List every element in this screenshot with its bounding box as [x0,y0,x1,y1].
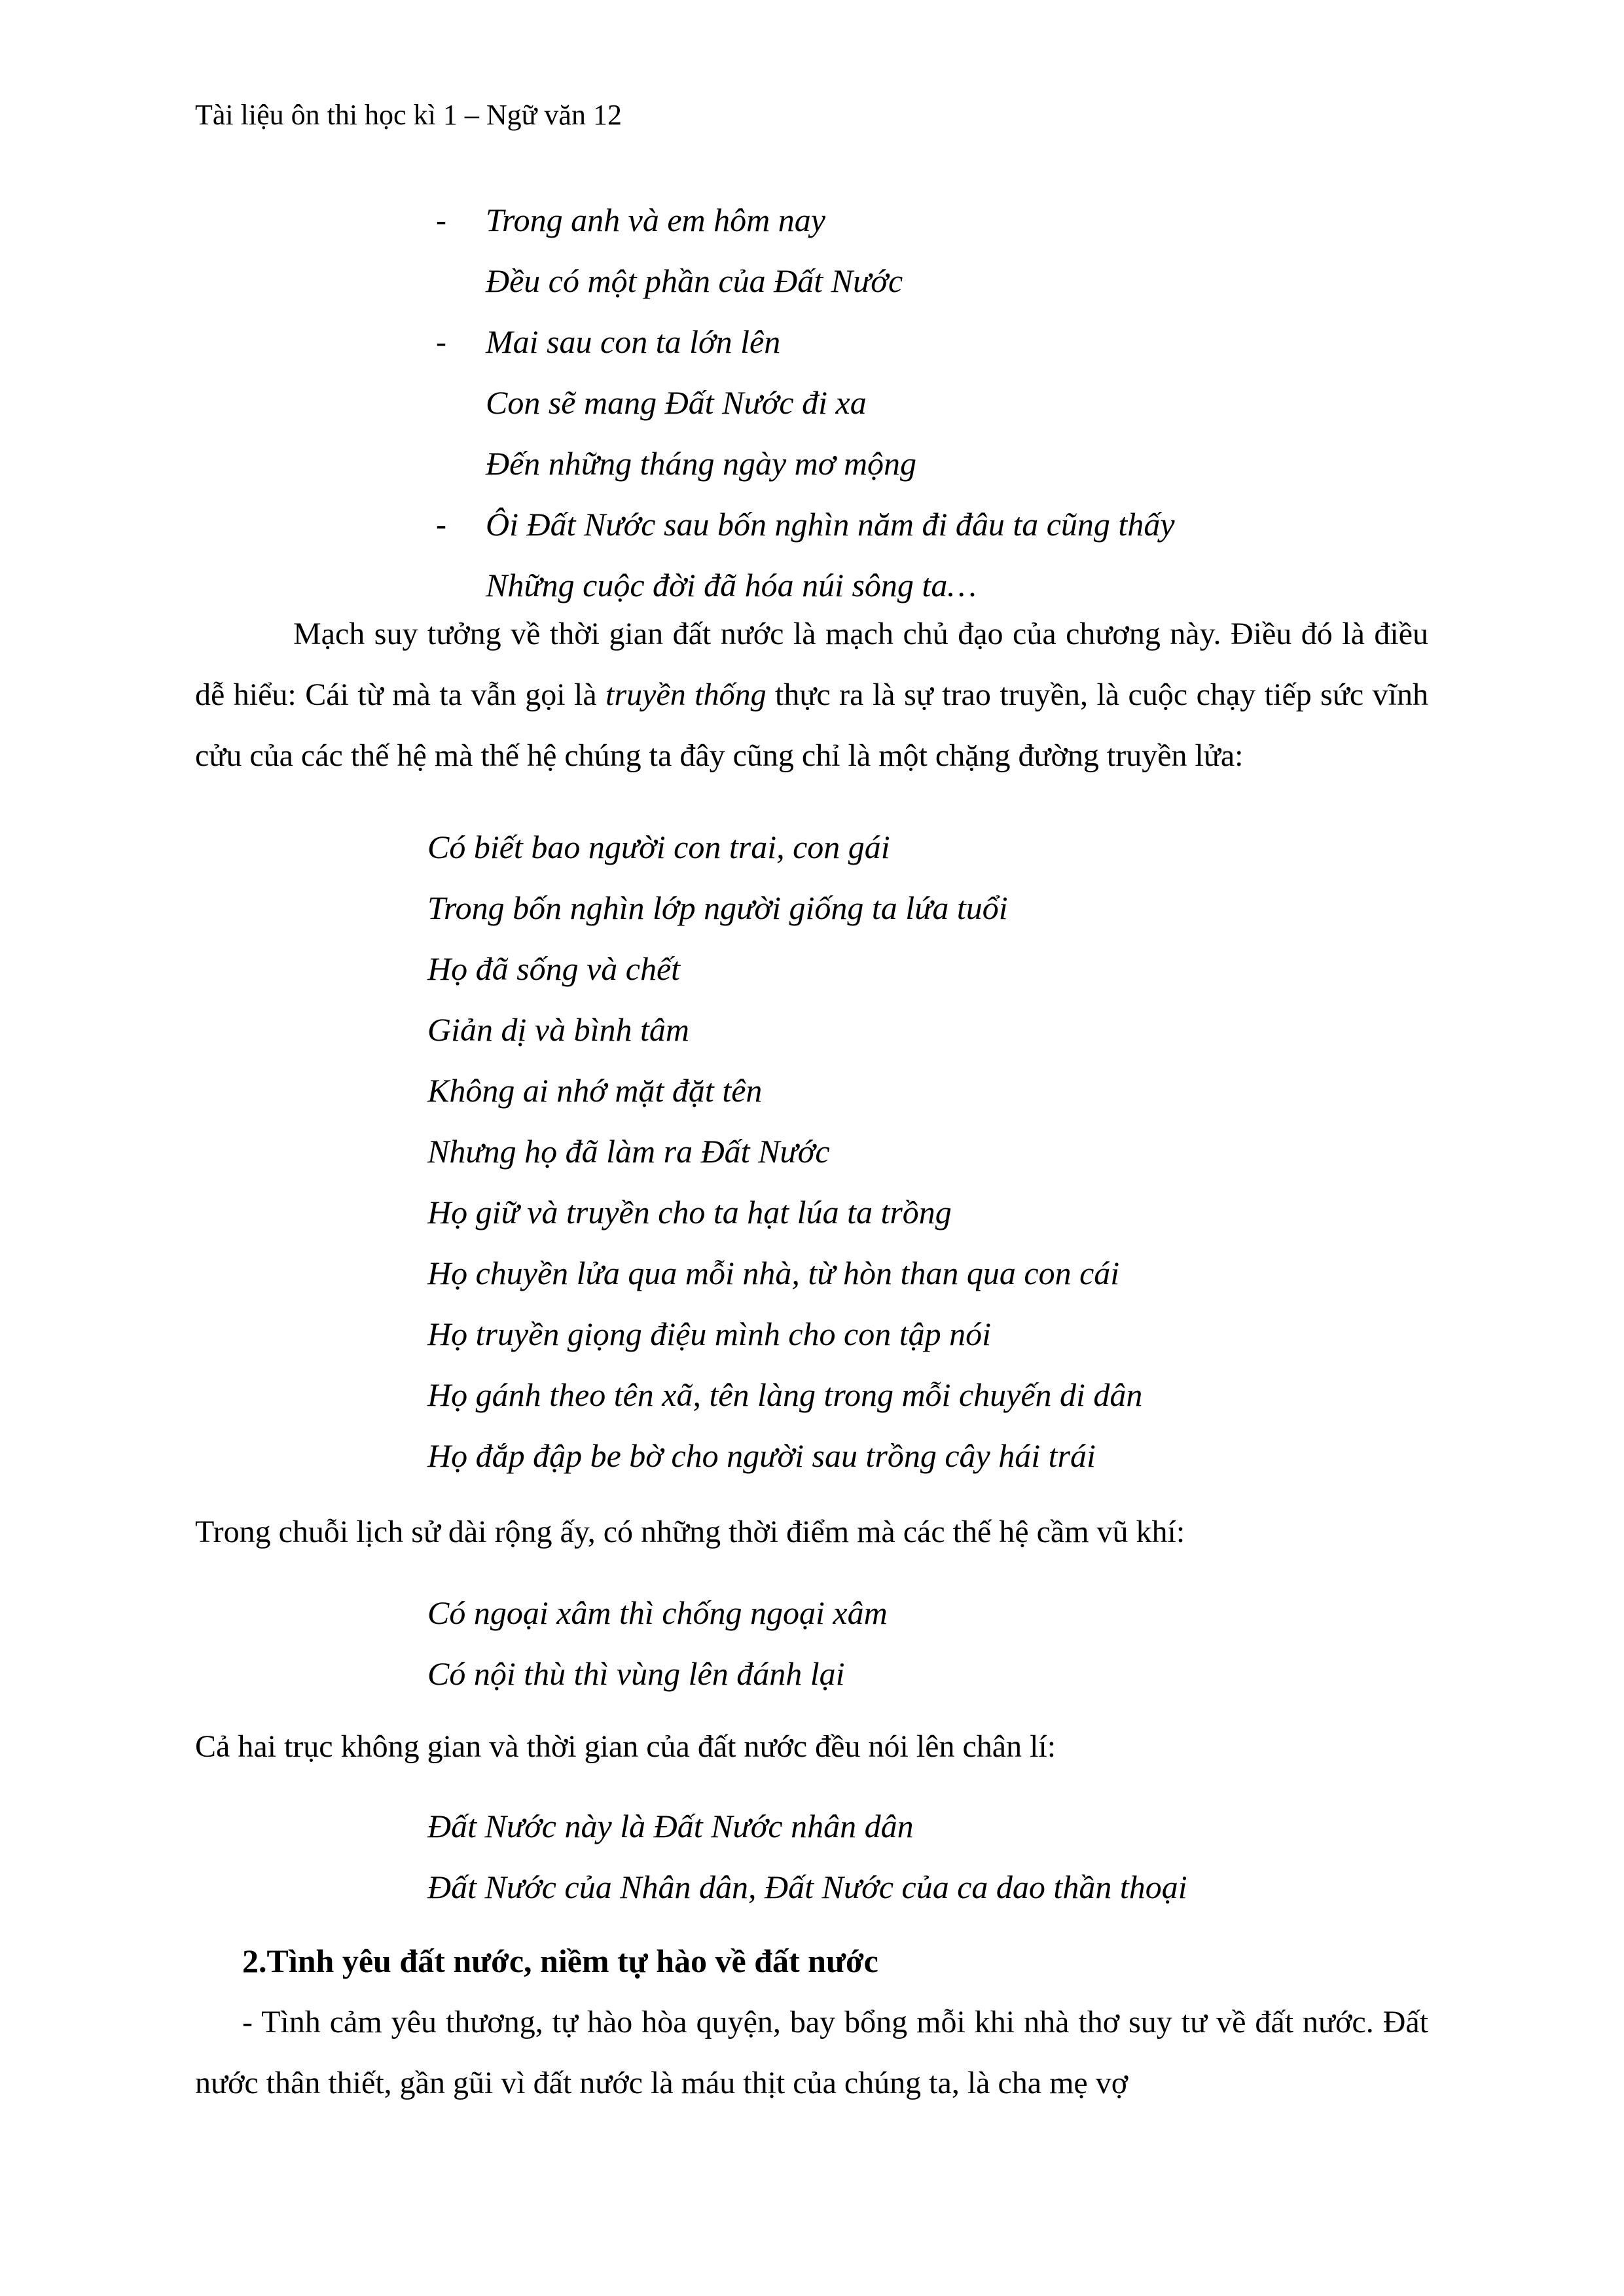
poem-line: Đất Nước này là Đất Nước nhân dân [427,1808,914,1844]
poem-stanza-2 [427,817,1142,1486]
paragraph-text: thực ra là sự trao truyền, là cuộc chạy tiếp sức vĩnh cửu của các thế hệ mà thế hệ chúng ta đây cũng chỉ là một chặng đường truyền lửa: [195,677,1428,773]
verse-text: Những cuộc đời đã hóa núi sông ta… [486,567,977,603]
verse-text: Đến những tháng ngày mơ mộng [486,445,917,482]
poem-line [436,372,1175,433]
dash-marker: - [436,325,446,359]
paragraph-text: Mạch suy tưởng về thời gian đất nước là mạch chủ đạo của chương này. Điều đó là điều dễ hiểu: Cái từ mà ta vẫn gọi là [195,617,1428,712]
poem-line: Giản dị và bình tâm [427,1011,689,1048]
poem-line: Họ giữ và truyền cho ta hạt lúa ta trồng [427,1194,952,1230]
poem-line: Họ truyền giọng điệu mình cho con tập nói [427,1316,991,1352]
verse-text: Đều có một phần của Đất Nước [486,262,903,299]
paragraph-love-country: - Tình cảm yêu thương, tự hào hòa quyện, bay bổng mỗi khi nhà thơ suy tư về đất nước. Đất nước thân thiết, gần gũi vì đất nước là máu thịt của chúng ta, là cha mẹ vợ [195,2005,1428,2100]
poem-line: Nhưng họ đã làm ra Đất Nước [427,1133,830,1170]
poem-line: Họ đắp đập be bờ cho người sau trồng cây hái trái [427,1437,1096,1474]
poem-line: Không ai nhớ mặt đặt tên [427,1072,763,1109]
paragraph-history: Trong chuỗi lịch sử dài rộng ấy, có những thời điểm mà các thế hệ cầm vũ khí: [195,1515,1185,1549]
verse-text: Mai sau con ta lớn lên [486,323,781,360]
page-header: Tài liệu ôn thi học kì 1 – Ngữ văn 12 [195,99,622,131]
emphasis-text: truyền thống [605,677,767,712]
poem-stanza-1 [436,190,1175,616]
verse-text: Ôi Đất Nước sau bốn nghìn năm đi đâu ta cũng thấy [486,506,1175,543]
poem-line [436,251,1175,312]
paragraph-time-theme [195,603,1428,786]
poem-line: Có nội thù thì vùng lên đánh lại [427,1655,845,1692]
dash-marker: - [436,507,446,542]
section-heading: 2.Tình yêu đất nước, niềm tự hào về đất nước [242,1943,878,1979]
paragraph-truth: Cả hai trục không gian và thời gian của đất nước đều nói lên chân lí: [195,1729,1056,1764]
poem-line [436,190,1175,251]
poem-line: Trong bốn nghìn lớp người giống ta lứa tuổi [427,889,1008,926]
poem-line: Họ chuyền lửa qua mỗi nhà, từ hòn than qua con cái [427,1255,1120,1291]
poem-stanza-3 [427,1583,888,1704]
poem-line: Họ đã sống và chết [427,950,681,987]
poem-line [436,312,1175,372]
poem-stanza-4 [427,1796,1187,1918]
poem-line: Có ngoại xâm thì chống ngoại xâm [427,1594,888,1631]
poem-line: Họ gánh theo tên xã, tên làng trong mỗi chuyến di dân [427,1376,1143,1413]
verse-text: Trong anh và em hôm nay [486,202,825,238]
dash-marker: - [436,203,446,238]
poem-line: Đất Nước của Nhân dân, Đất Nước của ca dao thần thoại [427,1869,1187,1905]
poem-line [436,433,1175,494]
verse-text: Con sẽ mang Đất Nước đi xa [486,384,867,421]
poem-line: Có biết bao người con trai, con gái [427,829,890,865]
poem-line [436,494,1175,555]
